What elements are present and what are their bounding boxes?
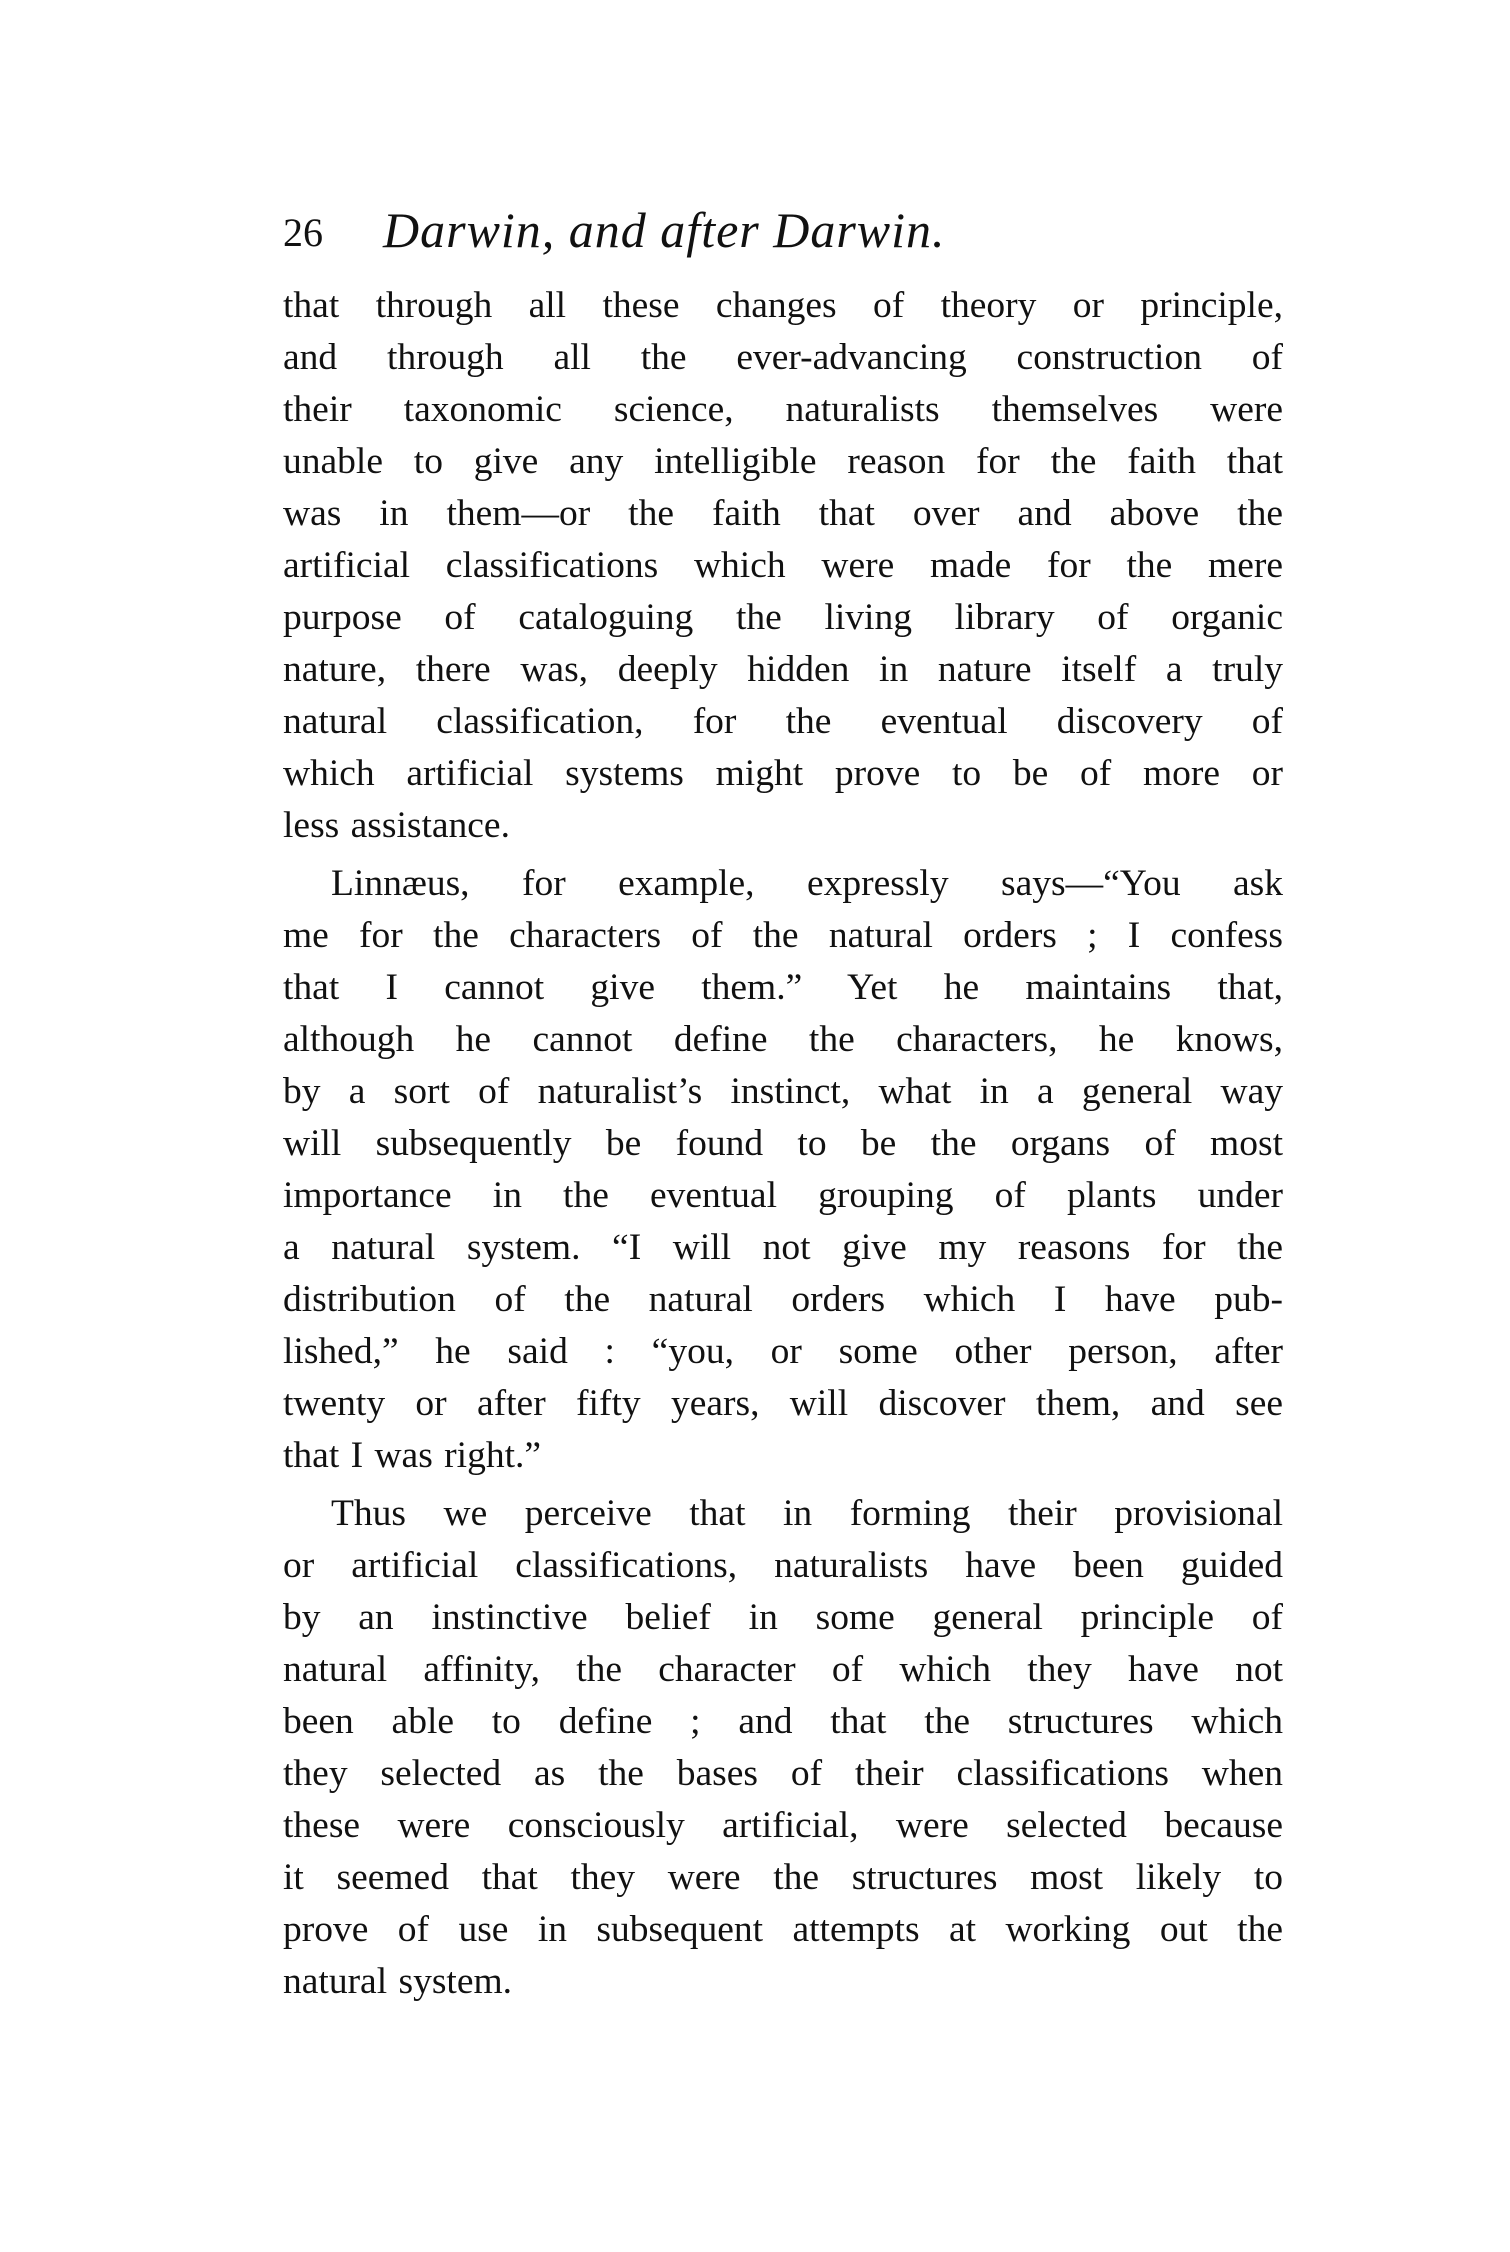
text-line: lished,” he said : “you, or some other person, after bbox=[283, 1331, 1283, 1372]
text-line: prove of use in subsequent attempts at working out the bbox=[283, 1909, 1283, 1950]
text-line: importance in the eventual grouping of plants under bbox=[283, 1175, 1283, 1216]
text-line: distribution of the natural orders which I have pub- bbox=[283, 1279, 1283, 1320]
text-line: by an instinctive belief in some general principle of bbox=[283, 1597, 1283, 1638]
text-line: will subsequently be found to be the organs of most bbox=[283, 1123, 1283, 1164]
text-line: less assistance. bbox=[283, 805, 510, 846]
body-text bbox=[283, 280, 1283, 2008]
text-line: Thus we perceive that in forming their provisional bbox=[331, 1493, 1283, 1534]
text-line: and through all the ever-advancing construction of bbox=[283, 337, 1283, 378]
text-line: or artificial classifications, naturalists have been guided bbox=[283, 1545, 1283, 1586]
text-line: Linnæus, for example, expressly says—“You ask bbox=[331, 863, 1283, 904]
text-line: artificial classifications which were made for the mere bbox=[283, 545, 1283, 586]
text-line: their taxonomic science, naturalists themselves were bbox=[283, 389, 1283, 430]
text-line: that I was right.” bbox=[283, 1435, 542, 1476]
text-line: natural system. bbox=[283, 1961, 513, 2002]
paragraph bbox=[283, 1488, 1283, 2008]
text-line: they selected as the bases of their classifications when bbox=[283, 1753, 1283, 1794]
text-line: was in them—or the faith that over and above the bbox=[283, 493, 1283, 534]
paragraph bbox=[283, 280, 1283, 852]
page-number: 26 bbox=[283, 210, 323, 255]
running-title: Darwin, and after Darwin. bbox=[383, 202, 946, 258]
running-head bbox=[283, 200, 1283, 270]
text-line: these were consciously artificial, were selected because bbox=[283, 1805, 1283, 1846]
paragraph bbox=[283, 858, 1283, 1482]
text-line: which artificial systems might prove to be of more or bbox=[283, 753, 1283, 794]
text-line: natural affinity, the character of which they have not bbox=[283, 1649, 1283, 1690]
text-line: that I cannot give them.” Yet he maintains that, bbox=[283, 967, 1283, 1008]
text-line: by a sort of naturalist’s instinct, what in a general way bbox=[283, 1071, 1283, 1112]
text-line: unable to give any intelligible reason for the faith that bbox=[283, 441, 1283, 482]
text-line: it seemed that they were the structures most likely to bbox=[283, 1857, 1283, 1898]
text-line: nature, there was, deeply hidden in nature itself a truly bbox=[283, 649, 1283, 690]
text-line: natural classification, for the eventual discovery of bbox=[283, 701, 1283, 742]
text-line: that through all these changes of theory or principle, bbox=[283, 285, 1283, 326]
text-line: purpose of cataloguing the living library of organic bbox=[283, 597, 1283, 638]
text-line: although he cannot define the characters, he knows, bbox=[283, 1019, 1283, 1060]
text-line: a natural system. “I will not give my reasons for the bbox=[283, 1227, 1283, 1268]
text-line: me for the characters of the natural orders ; I confess bbox=[283, 915, 1283, 956]
text-line: been able to define ; and that the structures which bbox=[283, 1701, 1283, 1742]
text-line: twenty or after fifty years, will discover them, and see bbox=[283, 1383, 1283, 1424]
